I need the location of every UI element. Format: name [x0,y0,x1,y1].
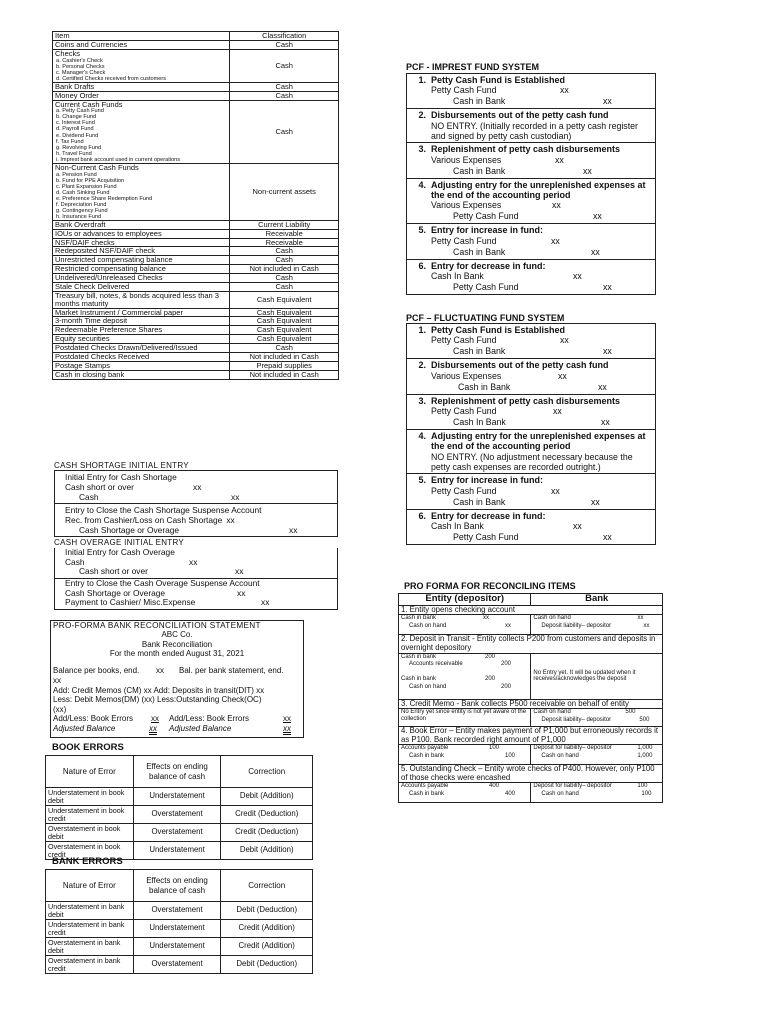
sub-item: h. Travel Fund [56,150,92,157]
item-label: Treasury bill, notes, & bonds acquired less than 3 months maturity [55,290,219,308]
classification-cell: Cash [230,40,339,49]
item-cell [53,370,230,379]
table-row [46,788,313,806]
bank-rec-title: PRO-FORMA BANK RECONCILIATION STATEMENT [53,621,261,630]
rec-item-5-bank: Deposit for liability– depositor 100 Cash on hand 100 [531,783,663,803]
sub-item: a. Cashier's Check [56,57,103,64]
rec-item-5-entity: Accounts payable 400 Cash in bank 400 [399,783,531,803]
overage-block1-title: Initial Entry for Cash Overage [65,547,175,557]
correction-cell: Debit (Addition) [221,788,313,806]
rec-item-4-desc: 4. Book Error – Entity makes payment of P1,000 but erroneously records it as P100. Bank recorded right amount of P1,000 [399,727,663,745]
classification-cell: Current Liability [230,220,339,229]
sub-item: c. Interest Fund [56,120,95,127]
shortage-credit: Cash [79,492,99,503]
correction-cell: Credit (Addition) [221,938,313,956]
item-label: 3-month Time deposit [55,316,128,326]
classification-cell: Receivable [230,238,339,247]
effect-cell: Understatement [133,842,221,860]
bank-rec-statement [50,620,304,738]
book-errors-header-nature: Nature of Error [46,756,134,788]
sub-item: f. Depreciation Fund [56,201,107,208]
sub-item: b. Fund for PPE Acquisition [56,177,125,184]
bank-rec-book-errors-left: Add/Less: Book Errors [53,714,134,724]
table-row [46,956,313,974]
sub-item: h. Insurance Fund [56,213,102,220]
effect-cell: Overstatement [133,806,221,824]
imprest-step-4: 4. Adjusting entry for the unreplenished expenses at the end of the accounting period Various Expenses xx Petty Cash Fund xx [407,179,655,225]
overage-credit-value: xx [235,566,244,577]
sub-item: a. Petty Cash Fund [56,108,104,115]
bank-rec-bal-bank-value: xx [53,675,61,685]
shortage-block1-title: Initial Entry for Cash Shortage [65,472,177,482]
item-cell [53,291,230,308]
item-label: Stale Check Delivered [55,281,130,291]
fluctuating-box [406,323,656,545]
overage-debit: Cash [65,556,85,567]
sub-item: g. Contingency Fund [56,207,108,214]
bank-rec-adjusted-left: Adjusted Balance [53,724,116,734]
imprest-step-3: 3. Replenishment of petty cash disbursements Various Expenses xx Cash in Bank xx [407,143,655,178]
bank-rec-book-errors-left-value: xx [151,714,159,724]
book-errors-header-effect: Effects on ending balance of cash [133,756,221,788]
shortage-close-debit: Rec. from Cashier/Loss on Cash Shortage [65,515,223,526]
correction-cell: Credit (Deduction) [221,824,313,842]
correction-cell: Debit (Deduction) [221,902,313,920]
correction-cell: Credit (Deduction) [221,806,313,824]
nature-cell: Overstatement in bank credit [46,956,134,974]
nature-cell: Understatement in bank debit [46,902,134,920]
sub-item: e. Dividend Fund [56,132,99,139]
table-row [46,920,313,938]
rec-item-1-desc: 1. Entity opens checking account [399,605,663,615]
overage-close-credit: Payment to Cashier/ Misc.Expense [65,597,196,608]
nature-cell: Understatement in book credit [46,806,134,824]
table-row [53,100,339,163]
reconciling-items-table [398,593,663,803]
table-row [53,291,339,308]
bank-errors-header-nature: Nature of Error [46,870,134,902]
item-label: IOUs or advances to employees [55,228,162,238]
table-row [46,824,313,842]
book-errors-header-correction: Correction [221,756,313,788]
table-row [46,902,313,920]
rec-item-1-entity: Cash in bank xx Cash on hand xx [399,615,531,635]
correction-cell: Debit (Addition) [221,842,313,860]
item-label: Bank Overdraft [55,219,106,229]
item-label: Checks [55,48,81,58]
classification-cell: Not included in Cash [230,370,339,379]
sub-item: a. Pension Fund [56,171,97,178]
shortage-debit-value: xx [193,482,202,493]
item-label: Redeposited NSF/DAIF check [55,246,156,256]
item-label: Unrestricted compensating balance [55,255,173,265]
bank-rec-adjusted-right: Adjusted Balance [169,724,232,734]
imprest-step-1: 1. Petty Cash Fund is Established Petty Cash Fund xx Cash in Bank xx [407,74,655,109]
classification-cell: Non-current assets [230,163,339,220]
overage-block2-title: Entry to Close the Cash Overage Suspense Account [65,577,260,588]
item-label: Coins and Currencies [55,39,128,49]
sub-item: d. Certified Checks received from customers [56,75,167,82]
table-row [53,40,339,49]
item-label: Market Instrument / Commercial paper [55,307,183,317]
rec-item-4-bank: Deposit for liability– depositor 1,000 Cash on hand 1,000 [531,745,663,765]
bank-rec-company: ABC Co. [161,630,193,640]
imprest-step-5: 5. Entry for increase in fund: Petty Cash Fund xx Cash in Bank xx [407,224,655,259]
overage-close-credit-value: xx [261,597,270,608]
correction-cell: Credit (Addition) [221,920,313,938]
shortage-block2-title: Entry to Close the Cash Shortage Suspense Account [65,505,262,516]
item-label: Bank Drafts [55,81,95,91]
classification-cell: Cash Equivalent [230,335,339,344]
item-label: Postdated Checks Drawn/Delivered/Issued [55,343,198,353]
fluctuating-step-5: 5. Entry for increase in fund: Petty Cash Fund xx Cash in Bank xx [407,474,655,509]
bank-errors-title: BANK ERRORS [52,856,123,867]
bank-rec-subtitle: Bank Reconciliation [141,639,213,649]
item-label: Restricted compensating balance [55,264,166,274]
sub-item: c. Plant Expansion Fund [56,183,117,190]
sub-item: e. Preference Share Redemption Fund [56,195,153,202]
item-label: Money Order [55,90,99,100]
shortage-close-credit: Cash Shortage or Overage [79,525,180,536]
classification-cell: Cash [230,256,339,265]
imprest-step-6: 6. Entry for decrease in fund: Cash In Bank xx Petty Cash Fund xx [418,260,612,293]
rec-item-3-desc: 3. Credit Memo - Bank collects P500 receivable on behalf of entity [399,699,663,709]
bank-rec-less-line: Less: Debit Memos(DM) (xx) Less:Outstanding Check(OC) [53,695,262,705]
classification-cell: Cash [230,82,339,91]
overage-debit-value: xx [189,556,198,567]
effect-cell: Overstatement [133,956,221,974]
sub-item: c. Manager's Check [56,69,106,76]
item-cell [53,163,230,220]
effect-cell: Understatement [133,938,221,956]
classification-cell: Prepaid supplies [230,361,339,370]
classification-cell: Cash [230,49,339,82]
table-row [53,163,339,220]
reconciling-header-bank: Bank [531,594,663,606]
classification-cell: Cash Equivalent [230,308,339,317]
item-label: Equity securities [55,334,110,344]
header-item: Item [53,32,230,41]
item-label: Postdated Checks Received [55,351,150,361]
bank-rec-add-line: Add: Credit Memos (CM) xx Add: Deposits in transit(DIT) xx [53,685,265,695]
overage-close-debit: Cash Shortage or Overage [65,587,166,598]
table-row [53,370,339,379]
overage-credit: Cash short or over [79,566,148,577]
classification-cell: Receivable [230,229,339,238]
fluctuating-step-4: 4. Adjusting entry for the unreplenished expenses at the end of the accounting period NO ENTRY. (No adjustment necessary because the petty cash expenses are recorded outright.) [407,430,655,474]
fluctuating-step-3: 3. Replenishment of petty cash disbursements Petty Cash Fund xx Cash In Bank xx [407,395,655,430]
sub-item: d. Payroll Fund [56,126,94,133]
fluctuating-step-2: 2. Disbursements out of the petty cash fund Various Expenses xx Cash in Bank xx [407,359,655,394]
rec-item-2-entity: Cash in bank 200 Accounts receivable 200 Cash in bank 200 Cash on hand 200 [399,653,531,699]
imprest-step-2: 2. Disbursements out of the petty cash fund NO ENTRY. (Initially recorded in a petty cash register and signed by petty cash custodian) [407,109,655,143]
reconciling-header-entity: Entity (depositor) [399,594,531,606]
nature-cell: Overstatement in book credit [46,842,134,860]
shortage-close-debit-value: xx [226,515,235,526]
reconciling-title: PRO FORMA FOR RECONCILING ITEMS [404,581,576,591]
bank-rec-period: For the month ended August 31, 2021 [109,648,245,658]
item-label: Current Cash Funds [55,99,123,109]
overage-close-debit-value: xx [237,587,246,598]
fluctuating-step-1: 1. Petty Cash Fund is Established Petty Cash Fund xx Cash in Bank xx [407,324,655,359]
effect-cell: Understatement [133,788,221,806]
sub-item: g. Revolving Fund [56,144,102,151]
table-row [46,938,313,956]
bank-rec-book-errors-right: Add/Less: Book Errors [169,714,250,724]
rec-item-4-entity: Accounts payable 100 Cash in bank 100 [399,745,531,765]
rec-item-2-desc: 2. Deposit in Transit - Entity collects P200 from customers and deposits in overnight depository [399,635,663,653]
item-label: Cash in closing bank [55,369,125,379]
rec-item-3-bank: Cash on hand 500 Deposit liability– depositor 500 [531,709,663,727]
classification-cell: Cash [230,344,339,353]
classification-cell: Not included in Cash [230,265,339,274]
correction-cell: Debit (Deduction) [221,956,313,974]
item-cell [53,100,230,163]
item-label: Undelivered/Unreleased Checks [55,273,163,283]
classification-cell: Cash [230,282,339,291]
bank-rec-book-errors-right-value: xx [283,714,291,724]
classification-cell: Cash Equivalent [230,317,339,326]
rec-item-3-entity: No Entry yet since entity is not yet aware of the collection [399,709,531,727]
effect-cell: Overstatement [133,824,221,842]
bank-rec-less-value: (xx) [53,704,67,714]
bank-rec-bal-books: Balance per books, end. [53,665,140,675]
cash-shortage-box [54,470,338,537]
cash-overage-box [54,548,338,610]
nature-cell: Understatement in bank credit [46,920,134,938]
shortage-close-credit-value: xx [289,525,298,536]
nature-cell: Overstatement in bank debit [46,938,134,956]
classification-cell: Cash [230,247,339,256]
effect-cell: Overstatement [133,902,221,920]
item-label: Redeemable Preference Shares [55,325,163,335]
imprest-title: PCF - IMPREST FUND SYSTEM [406,62,540,72]
item-cell [53,49,230,82]
bank-rec-adjusted-left-value: xx [149,724,157,734]
cash-classification-table [52,31,339,380]
shortage-credit-value: xx [231,492,240,503]
cash-shortage-title: CASH SHORTAGE INITIAL ENTRY [54,461,189,470]
sub-item: d. Cash Sinking Fund [56,189,110,196]
sub-item: b. Change Fund [56,114,97,121]
fluctuating-title: PCF – FLUCTUATING FUND SYSTEM [406,313,565,323]
book-errors-title: BOOK ERRORS [52,742,124,753]
classification-cell: Not included in Cash [230,352,339,361]
table-row [53,49,339,82]
sub-item: b. Personal Checks [56,63,105,70]
rec-item-1-bank: Cash on hand xx Deposit liability– depositor xx [531,615,663,635]
effect-cell: Understatement [133,920,221,938]
bank-rec-bal-bank: Bal. per bank statement, end. [179,665,284,675]
fluctuating-step-6: 6. Entry for decrease in fund: Cash In Bank xx Petty Cash Fund xx [418,510,612,543]
classification-cell: Cash [230,274,339,283]
item-label: Non-Current Cash Funds [55,162,139,172]
item-label: NSF/DAIF checks [55,237,115,247]
nature-cell: Understatement in book debit [46,788,134,806]
classification-cell: Cash Equivalent [230,291,339,308]
bank-errors-table [45,869,313,974]
cash-overage-title: CASH OVERAGE INITIAL ENTRY [54,538,185,547]
sub-item: f. Tax Fund [56,138,84,145]
table-row [46,806,313,824]
classification-cell: Cash [230,100,339,163]
rec-item-5-desc: 5. Outstanding Check – Entity wrote checks of P400. However, only P100 of those checks were encashed [399,765,663,783]
rec-item-2-bank: No Entry yet. It will be updated when it receives/acknowledges the deposit [531,653,663,699]
nature-cell: Overstatement in book debit [46,824,134,842]
bank-rec-bal-books-value: xx [156,665,164,675]
sub-item: i. Imprest bank account used in current operations [56,156,181,163]
bank-rec-adjusted-right-value: xx [283,724,291,734]
imprest-box [406,73,656,295]
item-label: Postage Stamps [55,360,111,370]
shortage-debit: Cash short or over [65,482,134,493]
classification-cell: Cash [230,91,339,100]
bank-errors-header-effect: Effects on ending balance of cash [133,870,221,902]
header-classification: Classification [230,32,339,41]
bank-errors-header-correction: Correction [221,870,313,902]
book-errors-table [45,755,313,860]
classification-cell: Cash Equivalent [230,326,339,335]
